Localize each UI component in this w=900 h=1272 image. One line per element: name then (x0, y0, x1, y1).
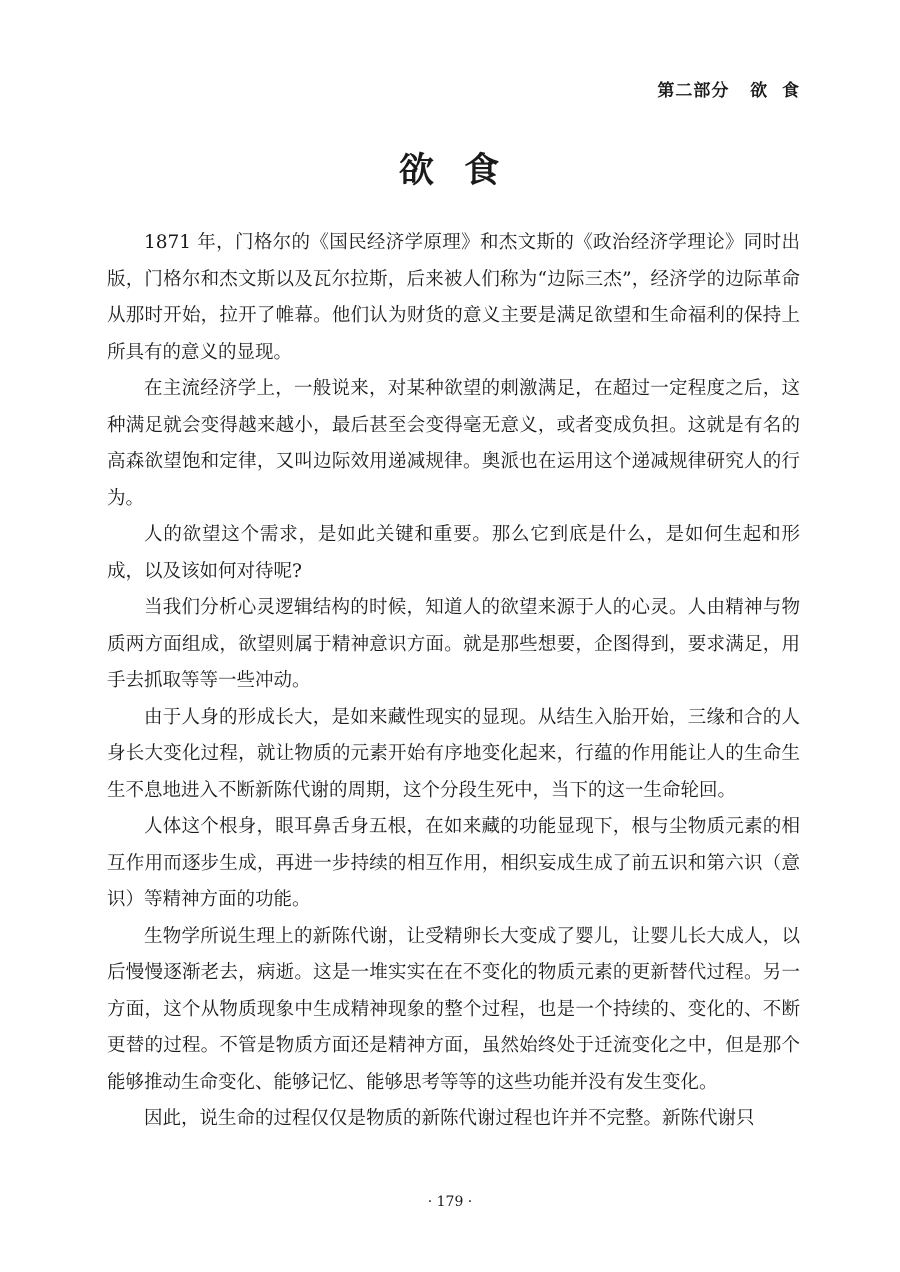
paragraph: 人体这个根身，眼耳鼻舌身五根，在如来藏的功能显现下，根与尘物质元素的相互作用而逐步生成，再进一步持续的相互作用，相织妄成生成了前五识和第六识（意识）等精神方面的功能。 (107, 816, 800, 910)
paragraph: 因此，说生命的过程仅仅是物质的新陈代谢过程也许并不完整。新陈代谢只 (144, 1108, 755, 1129)
chapter-title: 欲 食 (398, 151, 502, 191)
paragraph: 当我们分析心灵逻辑结构的时候，知道人的欲望来源于人的心灵。人由精神与物质两方面组成，欲望则属于精神意识方面。就是那些想要，企图得到，要求满足，用手去抓取等等一些冲动。 (107, 597, 800, 691)
running-header: 第二部分 欲 食 (657, 81, 800, 101)
paragraph: 在主流经济学上，一般说来，对某种欲望的刺激满足，在超过一定程度之后，这种满足就会变得越来越小，最后甚至会变得毫无意义，或者变成负担。这就是有名的高森欲望饱和定律，又叫边际效用递减规律。奥派也在运用这个递减规律研究人的行为。 (107, 378, 800, 509)
paragraph: 人的欲望这个需求，是如此关键和重要。那么它到底是什么，是如何生起和形成，以及该如何对待呢? (107, 524, 800, 582)
paragraph: 生物学所说生理上的新陈代谢，让受精卵长大变成了婴儿，让婴儿长大成人，以后慢慢逐渐老去，病逝。这是一堆实实在在不变化的物质元素的更新替代过程。另一方面，这个从物质现象中生成精神现象的整个过程，也是一个持续的、变化的、不断更替的过程。不管是物质方面还是精神方面，虽然始终处于迁流变化之中，但是那个能够推动生命变化、能够记忆、能够思考等等的这些功能并没有发生变化。 (107, 925, 800, 1093)
page-number: · 179 · (427, 1194, 473, 1210)
paragraph: 由于人身的形成长大，是如来藏性现实的显现。从结生入胎开始，三缘和合的人身长大变化过程，就让物质的元素开始有序地变化起来，行蕴的作用能让人的生命生生不息地进入不断新陈代谢的周期，这个分段生死中，当下的这一生命轮回。 (107, 706, 800, 801)
paragraph: 1871 年，门格尔的《国民经济学原理》和杰文斯的《政治经济学理论》同时出版，门格尔和杰文斯以及瓦尔拉斯，后来被人们称为“边际三杰”，经济学的边际革命从那时开始，拉开了帷幕。他们认为财货的意义主要是满足欲望和生命福利的保持上所具有的意义的显现。 (107, 232, 800, 363)
body-text (107, 225, 800, 1138)
